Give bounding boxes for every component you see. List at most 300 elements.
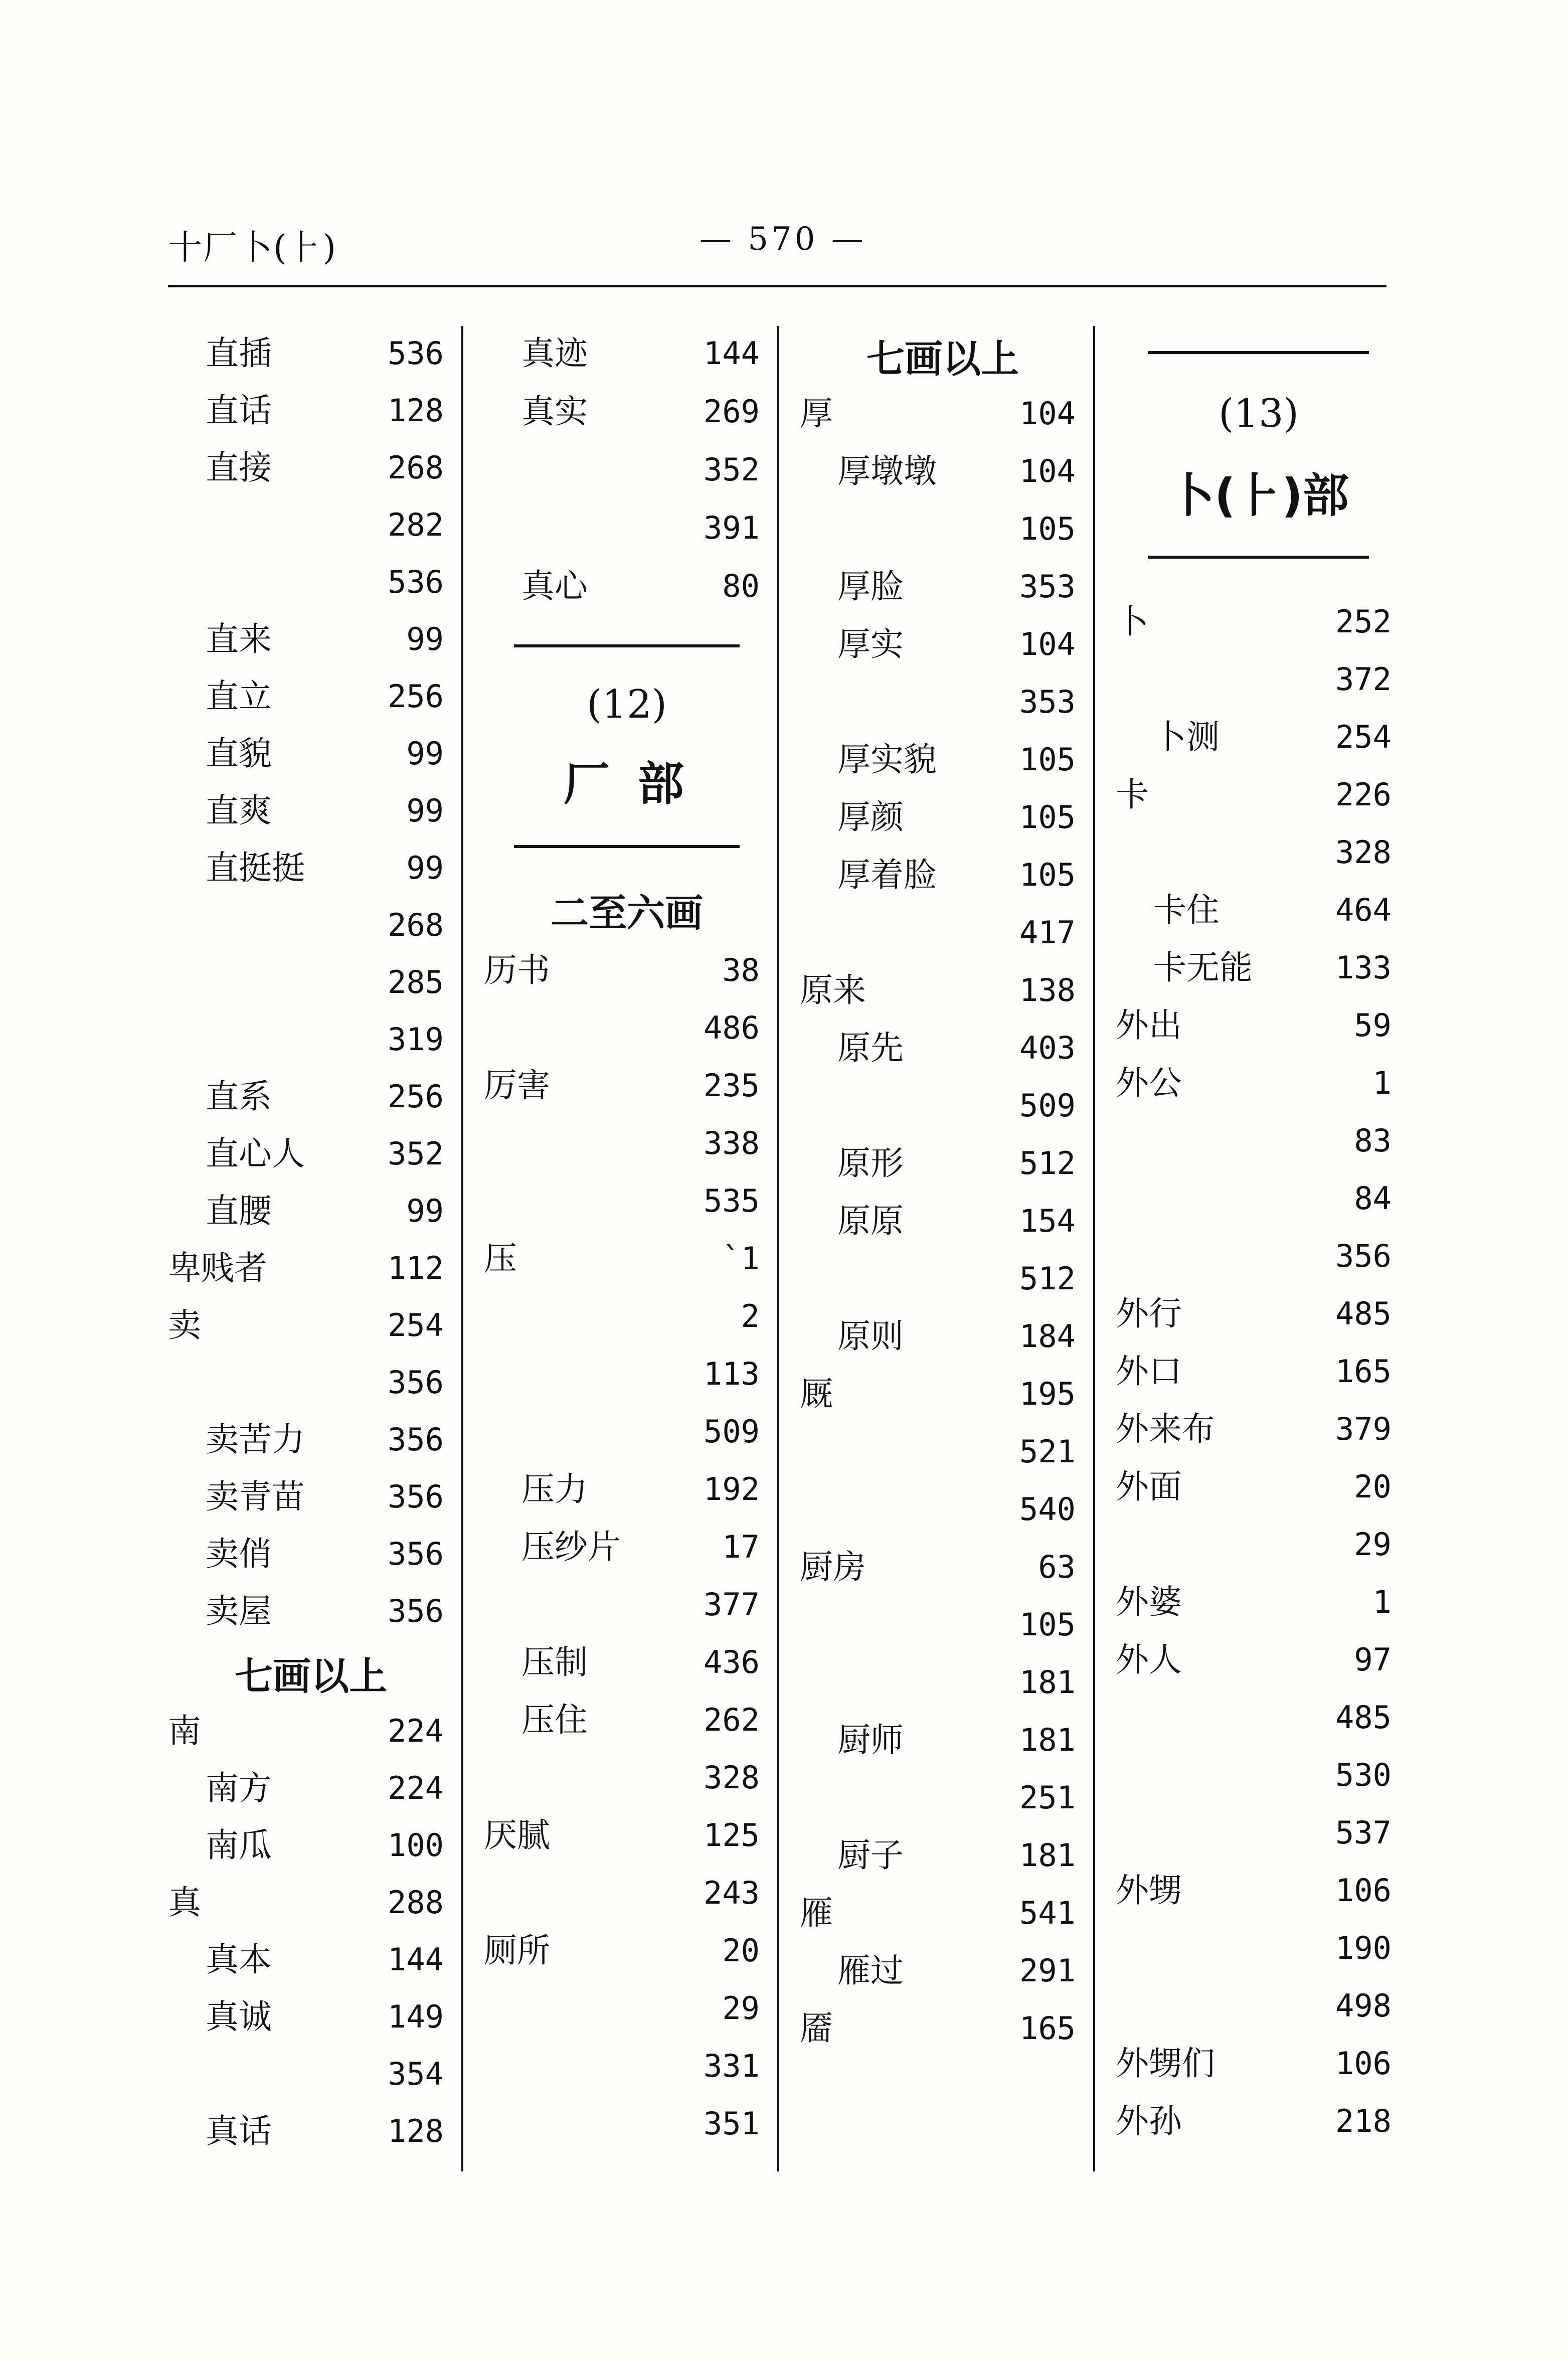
index-entry: [800, 617, 1086, 672]
entry-word: 历书: [484, 951, 550, 989]
index-entry: [1116, 767, 1402, 822]
index-entry: [1116, 1517, 1402, 1572]
entry-page-number: 256: [388, 1078, 444, 1115]
index-entry: [484, 442, 770, 497]
entry-page-number: 331: [704, 2048, 760, 2084]
entry-word: 直心人: [206, 1134, 305, 1173]
index-entry: [484, 1693, 770, 1748]
entry-word: 厚着脸: [837, 856, 937, 894]
index-entry: [800, 1309, 1086, 1364]
index-entry: [168, 1184, 454, 1239]
entry-page-number: 288: [388, 1884, 444, 1921]
index-entry: [168, 726, 454, 781]
entry-page-number: 165: [1335, 1353, 1391, 1390]
entry-page-number: 251: [1019, 1779, 1076, 1816]
entry-page-number: 80: [722, 568, 760, 604]
index-column-4: [1116, 326, 1402, 2171]
entry-page-number: 99: [406, 1193, 444, 1229]
entry-word: 压住: [521, 1701, 588, 1739]
entry-word: 卖青苗: [206, 1477, 305, 1516]
entry-word: 卑贱者: [168, 1249, 267, 1287]
index-entry: [800, 1828, 1086, 1883]
entry-word: 压力: [521, 1470, 588, 1508]
entry-page-number: 144: [704, 335, 760, 372]
entry-word: 南瓜: [206, 1826, 272, 1865]
entry-word: 厚颜: [837, 798, 904, 836]
entry-word: 真迹: [521, 334, 588, 373]
entry-word: 外甥: [1116, 1871, 1182, 1910]
entry-word: 南: [168, 1712, 201, 1750]
entry-page-number: 20: [722, 1932, 760, 1969]
entry-word: 直爽: [206, 791, 272, 830]
index-entry: [168, 1527, 454, 1582]
index-entry: [800, 1021, 1086, 1076]
index-entry: [800, 444, 1086, 499]
entry-page-number: 509: [704, 1413, 760, 1450]
index-entry: [800, 501, 1086, 557]
entry-word: 真话: [206, 2112, 272, 2150]
entry-word: 雁过: [837, 1951, 904, 1990]
index-entry: [168, 2104, 454, 2159]
column-divider: [461, 326, 463, 2171]
entry-page-number: 112: [388, 1250, 444, 1286]
index-column-3: [800, 326, 1086, 2171]
index-entry: [800, 1136, 1086, 1191]
entry-word: 厨子: [837, 1836, 904, 1875]
index-entry: [484, 2039, 770, 2094]
stroke-heading: 二至六画: [551, 891, 703, 935]
entry-page-number: 351: [704, 2105, 760, 2142]
index-entry: [800, 790, 1086, 845]
entry-page-number: 391: [704, 510, 760, 546]
entry-page-number: 536: [388, 335, 444, 372]
entry-word: 外口: [1116, 1352, 1182, 1391]
index-entry: [168, 1704, 454, 1759]
entry-word: 卖: [168, 1306, 201, 1344]
entry-page-number: 29: [1354, 1526, 1391, 1563]
entry-word: 直插: [206, 334, 272, 373]
index-entry: [800, 1367, 1086, 1422]
entry-page-number: 243: [704, 1875, 760, 1911]
index-entry: [1116, 1171, 1402, 1226]
entry-page-number: 133: [1335, 949, 1391, 986]
entry-page-number: 356: [388, 1364, 444, 1401]
entry-word: 南方: [206, 1769, 272, 1807]
entry-page-number: 17: [722, 1529, 760, 1565]
entry-word: 真: [168, 1883, 201, 1922]
entry-word: 厩: [800, 1375, 833, 1413]
index-entry: [1116, 1863, 1402, 1918]
entry-word: 直来: [206, 620, 272, 658]
index-entry: [800, 1251, 1086, 1306]
entry-word: 卖屋: [206, 1592, 272, 1630]
entry-page-number: 354: [388, 2056, 444, 2092]
index-entry: [1116, 940, 1402, 995]
index-entry: [800, 559, 1086, 614]
entry-page-number: 181: [1019, 1722, 1076, 1758]
entry-page-number: 252: [1335, 603, 1391, 640]
index-entry: [168, 1355, 454, 1410]
entry-word: 直貌: [206, 734, 272, 773]
index-entry: [800, 1886, 1086, 1941]
index-entry: [484, 1923, 770, 1978]
index-entry: [1116, 2094, 1402, 2149]
entry-page-number: 352: [704, 451, 760, 488]
index-entry: [800, 1078, 1086, 1133]
index-entry: [168, 1584, 454, 1639]
column-divider: [1093, 326, 1095, 2171]
entry-page-number: 436: [704, 1644, 760, 1680]
index-entry: [168, 1761, 454, 1816]
index-entry: [484, 943, 770, 998]
entry-word: 直系: [206, 1077, 272, 1116]
entry-page-number: 282: [388, 507, 444, 543]
entry-page-number: 486: [704, 1009, 760, 1046]
index-entry: [484, 1462, 770, 1517]
entry-page-number: 105: [1019, 1606, 1076, 1643]
entry-word: 压制: [521, 1643, 588, 1681]
entry-page-number: 540: [1019, 1491, 1076, 1528]
index-entry: [168, 1069, 454, 1124]
index-entry: [484, 1289, 770, 1344]
entry-page-number: 536: [388, 564, 444, 600]
entry-word: 卡: [1116, 775, 1149, 814]
stroke-heading: 七画以上: [235, 1654, 387, 1699]
entry-page-number: 100: [388, 1827, 444, 1864]
entry-page-number: 99: [406, 850, 444, 886]
entry-word: 厚脸: [837, 567, 904, 606]
index-entry: [168, 2047, 454, 2102]
entry-page-number: 138: [1019, 972, 1076, 1008]
entry-word: 原原: [837, 1202, 904, 1240]
entry-page-number: 226: [1335, 776, 1391, 813]
entry-page-number: 59: [1354, 1007, 1391, 1044]
index-entry: [484, 1231, 770, 1286]
entry-page-number: 352: [388, 1135, 444, 1172]
entry-word: 厚: [800, 394, 833, 433]
index-entry: [800, 1713, 1086, 1768]
entry-word: 卖俏: [206, 1535, 272, 1573]
index-entry: [484, 500, 770, 556]
index-entry: [484, 1577, 770, 1632]
index-entry: [168, 497, 454, 553]
entry-word: 真心: [521, 567, 588, 605]
index-entry: [1116, 594, 1402, 649]
index-entry: [484, 1520, 770, 1575]
entry-page-number: 353: [1019, 568, 1076, 605]
entry-word: 外来布: [1116, 1410, 1215, 1448]
index-entry: [1116, 652, 1402, 707]
index-entry: [168, 1875, 454, 1930]
entry-page-number: 195: [1019, 1376, 1076, 1412]
entry-word: 直话: [206, 391, 272, 430]
entry-page-number: 285: [388, 964, 444, 1000]
entry-page-number: 269: [704, 393, 760, 430]
section-12-name: 厂 部: [563, 757, 690, 811]
index-entry: [800, 1597, 1086, 1652]
index-entry: [168, 840, 454, 896]
index-entry: [484, 1404, 770, 1459]
index-entry: [1116, 883, 1402, 938]
entry-word: 直挺挺: [206, 849, 305, 887]
entry-page-number: 113: [704, 1356, 760, 1392]
index-entry: [800, 1540, 1086, 1595]
index-entry: [168, 1412, 454, 1467]
index-entry: [800, 675, 1086, 730]
entry-word: 厨房: [800, 1548, 866, 1586]
entry-page-number: 128: [388, 2113, 444, 2149]
entry-page-number: 20: [1354, 1468, 1391, 1505]
entry-page-number: 353: [1019, 684, 1076, 720]
index-entry: [484, 2096, 770, 2151]
entry-page-number: 1: [1372, 1065, 1391, 1101]
entry-page-number: 144: [388, 1941, 444, 1978]
entry-page-number: 356: [388, 1478, 444, 1515]
index-entry: [484, 1981, 770, 2036]
index-entry: [168, 1989, 454, 2045]
entry-page-number: 104: [1019, 395, 1076, 432]
entry-page-number: 63: [1038, 1549, 1076, 1585]
entry-page-number: 190: [1335, 1930, 1391, 1966]
entry-page-number: 256: [388, 678, 444, 715]
entry-page-number: 83: [1354, 1122, 1391, 1159]
index-entry: [168, 1818, 454, 1873]
entry-word: 厉害: [484, 1066, 550, 1105]
entry-page-number: 319: [388, 1021, 444, 1058]
entry-page-number: 509: [1019, 1087, 1076, 1124]
entry-page-number: 262: [704, 1702, 760, 1738]
entry-page-number: 2: [741, 1298, 760, 1334]
entry-page-number: 535: [704, 1183, 760, 1219]
index-entry: [168, 1932, 454, 1987]
entry-page-number: 99: [406, 735, 444, 772]
index-entry: [800, 848, 1086, 903]
entry-page-number: 328: [1335, 834, 1391, 871]
index-entry: [168, 440, 454, 495]
index-entry: [800, 905, 1086, 960]
index-entry: [1116, 2036, 1402, 2091]
index-entry: [800, 963, 1086, 1018]
index-entry: [800, 1424, 1086, 1479]
page-number: — 570 —: [700, 221, 866, 258]
entry-page-number: 254: [1335, 719, 1391, 755]
entry-word: 外人: [1116, 1640, 1182, 1679]
entry-page-number: 464: [1335, 892, 1391, 928]
index-entry: [800, 1655, 1086, 1710]
entry-page-number: 218: [1335, 2103, 1391, 2139]
entry-page-number: 84: [1354, 1180, 1391, 1217]
entry-word: 厕所: [484, 1931, 550, 1970]
entry-word: 原则: [837, 1317, 904, 1356]
index-entry: [1116, 1229, 1402, 1284]
entry-page-number: 379: [1335, 1411, 1391, 1447]
entry-word: 外出: [1116, 1006, 1182, 1045]
running-header: [168, 221, 1386, 276]
index-entry: [800, 2001, 1086, 2056]
entry-page-number: 1: [1372, 1584, 1391, 1620]
entry-page-number: 105: [1019, 511, 1076, 547]
entry-word: 厌腻: [484, 1816, 550, 1855]
section-rule-top: [1148, 351, 1369, 354]
entry-word: 卡无能: [1153, 948, 1253, 987]
entry-word: 厚实貌: [837, 740, 937, 779]
entry-page-number: 29: [722, 1990, 760, 2027]
index-entry: [1116, 1748, 1402, 1803]
index-entry: [800, 1194, 1086, 1249]
entry-page-number: 356: [388, 1421, 444, 1458]
index-column-2: [484, 326, 770, 2171]
index-entry: [1116, 1056, 1402, 1111]
index-entry: [484, 1866, 770, 1921]
index-entry: [168, 555, 454, 610]
entry-page-number: 268: [388, 907, 444, 943]
entry-page-number: 125: [704, 1817, 760, 1854]
entry-page-number: 105: [1019, 857, 1076, 893]
entry-page-number: 356: [1335, 1238, 1391, 1274]
entry-page-number: 356: [388, 1536, 444, 1572]
entry-page-number: 106: [1335, 2045, 1391, 2082]
index-entry: [1116, 1978, 1402, 2034]
entry-word: 直立: [206, 677, 272, 716]
entry-word: 压纱片: [521, 1528, 621, 1566]
entry-page-number: 184: [1019, 1318, 1076, 1355]
entry-page-number: 224: [388, 1770, 444, 1806]
entry-page-number: 105: [1019, 799, 1076, 835]
index-entry: [1116, 1575, 1402, 1630]
index-entry: [484, 326, 770, 381]
index-entry: [800, 732, 1086, 787]
entry-word: 卡住: [1153, 891, 1219, 929]
entry-word: 真诚: [206, 1997, 272, 2036]
entry-page-number: 254: [388, 1307, 444, 1343]
index-entry: [1116, 1805, 1402, 1861]
entry-page-number: 328: [704, 1759, 760, 1796]
index-entry: [1116, 998, 1402, 1053]
section-13-name: 卜(⺊)部: [1168, 469, 1349, 523]
entry-page-number: 224: [388, 1713, 444, 1749]
entry-page-number: 291: [1019, 1952, 1076, 1989]
header-rule: [168, 285, 1386, 287]
index-entry: [168, 1012, 454, 1067]
entry-page-number: 377: [704, 1586, 760, 1623]
entry-page-number: 154: [1019, 1203, 1076, 1239]
entry-word: 直接: [206, 448, 272, 487]
entry-page-number: 106: [1335, 1872, 1391, 1909]
entry-page-number: 268: [388, 449, 444, 486]
entry-word: 真实: [521, 392, 588, 431]
entry-word: 压: [484, 1239, 517, 1278]
index-entry: [484, 1116, 770, 1171]
entry-word: 外婆: [1116, 1583, 1182, 1621]
entry-word: 原来: [800, 971, 866, 1009]
entry-word: 雁: [800, 1894, 833, 1932]
entry-word: 靥: [800, 2009, 833, 2048]
entry-page-number: 403: [1019, 1030, 1076, 1066]
index-entry: [484, 1635, 770, 1690]
entry-page-number: 512: [1019, 1260, 1076, 1297]
entry-page-number: 498: [1335, 1987, 1391, 2024]
entry-word: 外孙: [1116, 2102, 1182, 2140]
entry-word: 外面: [1116, 1467, 1182, 1506]
entry-page-number: 530: [1335, 1757, 1391, 1793]
entry-word: 卜测: [1153, 718, 1219, 756]
index-entry: [168, 1298, 454, 1353]
index-entry: [1116, 1632, 1402, 1688]
entry-page-number: 104: [1019, 453, 1076, 489]
index-entry: [484, 384, 770, 439]
index-entry: [168, 955, 454, 1010]
entry-page-number: 181: [1019, 1837, 1076, 1874]
entry-word: 卖苦力: [206, 1420, 305, 1459]
entry-word: 外公: [1116, 1064, 1182, 1102]
section-12-number: (12): [586, 682, 667, 727]
section-13-number: (13): [1218, 391, 1299, 436]
entry-page-number: 521: [1019, 1433, 1076, 1470]
entry-page-number: 417: [1019, 914, 1076, 951]
entry-page-number: 181: [1019, 1664, 1076, 1701]
section-rule-bottom: [1148, 556, 1369, 559]
index-entry: [800, 1482, 1086, 1537]
index-entry: [1116, 1459, 1402, 1514]
entry-page-number: 541: [1019, 1895, 1076, 1931]
index-entry: [1116, 1402, 1402, 1457]
index-entry: [1116, 710, 1402, 765]
index-entry: [168, 898, 454, 953]
index-entry: [168, 612, 454, 667]
entry-page-number: 485: [1335, 1699, 1391, 1736]
entry-word: 原形: [837, 1144, 904, 1183]
entry-page-number: `1: [722, 1240, 760, 1277]
index-entry: [800, 386, 1086, 441]
entry-word: 真本: [206, 1940, 272, 1979]
index-entry: [168, 669, 454, 724]
index-entry: [484, 1000, 770, 1056]
entry-page-number: 356: [388, 1593, 444, 1629]
index-entry: [484, 1750, 770, 1805]
entry-page-number: 105: [1019, 741, 1076, 778]
index-entry: [484, 559, 770, 614]
entry-page-number: 97: [1354, 1641, 1391, 1678]
section-rule-bottom: [514, 845, 740, 848]
entry-page-number: 512: [1019, 1145, 1076, 1182]
entry-page-number: 537: [1335, 1814, 1391, 1851]
index-entry: [168, 383, 454, 438]
index-entry: [168, 326, 454, 381]
index-entry: [1116, 825, 1402, 880]
index-column-1: [168, 326, 454, 2171]
index-entry: [800, 1943, 1086, 1998]
entry-page-number: 338: [704, 1125, 760, 1161]
entry-page-number: 485: [1335, 1295, 1391, 1332]
entry-word: 外行: [1116, 1294, 1182, 1333]
header-title: 十厂卜(⺊): [168, 228, 337, 268]
index-entry: [1116, 1690, 1402, 1745]
index-entry: [168, 1469, 454, 1525]
index-entry: [168, 1241, 454, 1296]
index-entry: [168, 1126, 454, 1182]
entry-word: 厨师: [837, 1721, 904, 1759]
entry-page-number: 372: [1335, 661, 1391, 698]
entry-word: 卜: [1116, 602, 1149, 641]
entry-page-number: 128: [388, 392, 444, 429]
entry-word: 直腰: [206, 1192, 272, 1230]
section-rule-top: [514, 644, 740, 647]
entry-page-number: 235: [704, 1067, 760, 1104]
entry-word: 外甥们: [1116, 2044, 1215, 2083]
index-entry: [484, 1808, 770, 1863]
index-entry: [1116, 1113, 1402, 1168]
index-entry: [1116, 1921, 1402, 1976]
